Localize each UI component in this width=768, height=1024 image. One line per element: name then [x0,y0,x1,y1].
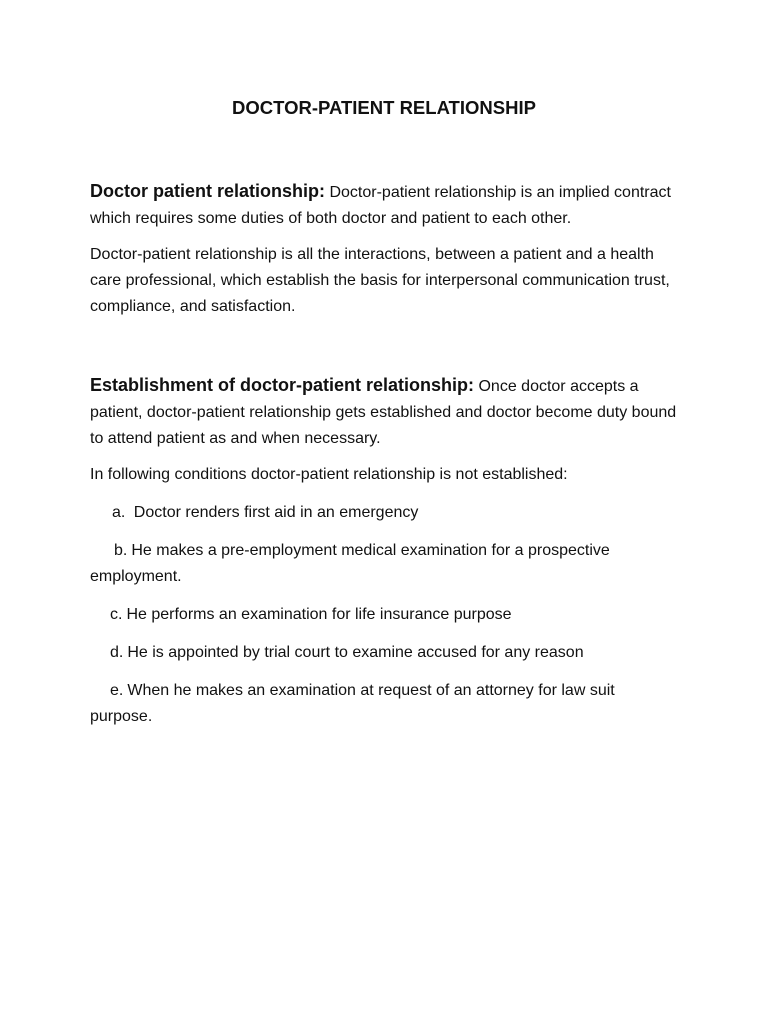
establishment-paragraph [90,372,680,452]
list-item [90,500,680,526]
list-item [90,602,680,628]
list-marker: c. [110,606,123,623]
list-item-text: He is appointed by trial court to examine accused for any reason [127,644,584,661]
definition-paragraph [90,178,680,232]
conditions-intro: In following conditions doctor-patient relationship is not established: [90,466,568,483]
establishment-text: Once doctor accepts a patient, doctor-patient relationship gets established and doctor become duty bound to attend patient as and when necessary. [90,378,677,447]
list-item-text: Doctor renders first aid in an emergency [133,504,419,521]
list-marker: b. [114,542,128,559]
list-item-text: He performs an examination for life insurance purpose [126,606,512,623]
section-heading-establishment: Establishment of doctor-patient relationship: [90,375,475,395]
list-item [90,640,680,666]
document-title: DOCTOR-PATIENT RELATIONSHIP [232,97,536,118]
list-marker: d. [110,644,124,661]
list-item-text: He makes a pre-employment medical examination for a prospective employment. [90,542,610,585]
list-marker: a. [112,504,126,521]
list-marker: e. [110,682,124,699]
section-heading-doctor-patient: Doctor patient relationship: [90,181,326,201]
definition-text: Doctor-patient relationship is an implied contract which requires some duties of both doctor and patient to each other. [90,184,671,227]
list-item [90,538,680,590]
list-item-text: When he makes an examination at request of an attorney for law suit purpose. [90,682,615,725]
interactions-paragraph: Doctor-patient relationship is all the interactions, between a patient and a health care professional, which establish the basis for interpersonal communication trust, compliance, and satisfaction. [90,246,670,315]
list-item [90,678,680,730]
